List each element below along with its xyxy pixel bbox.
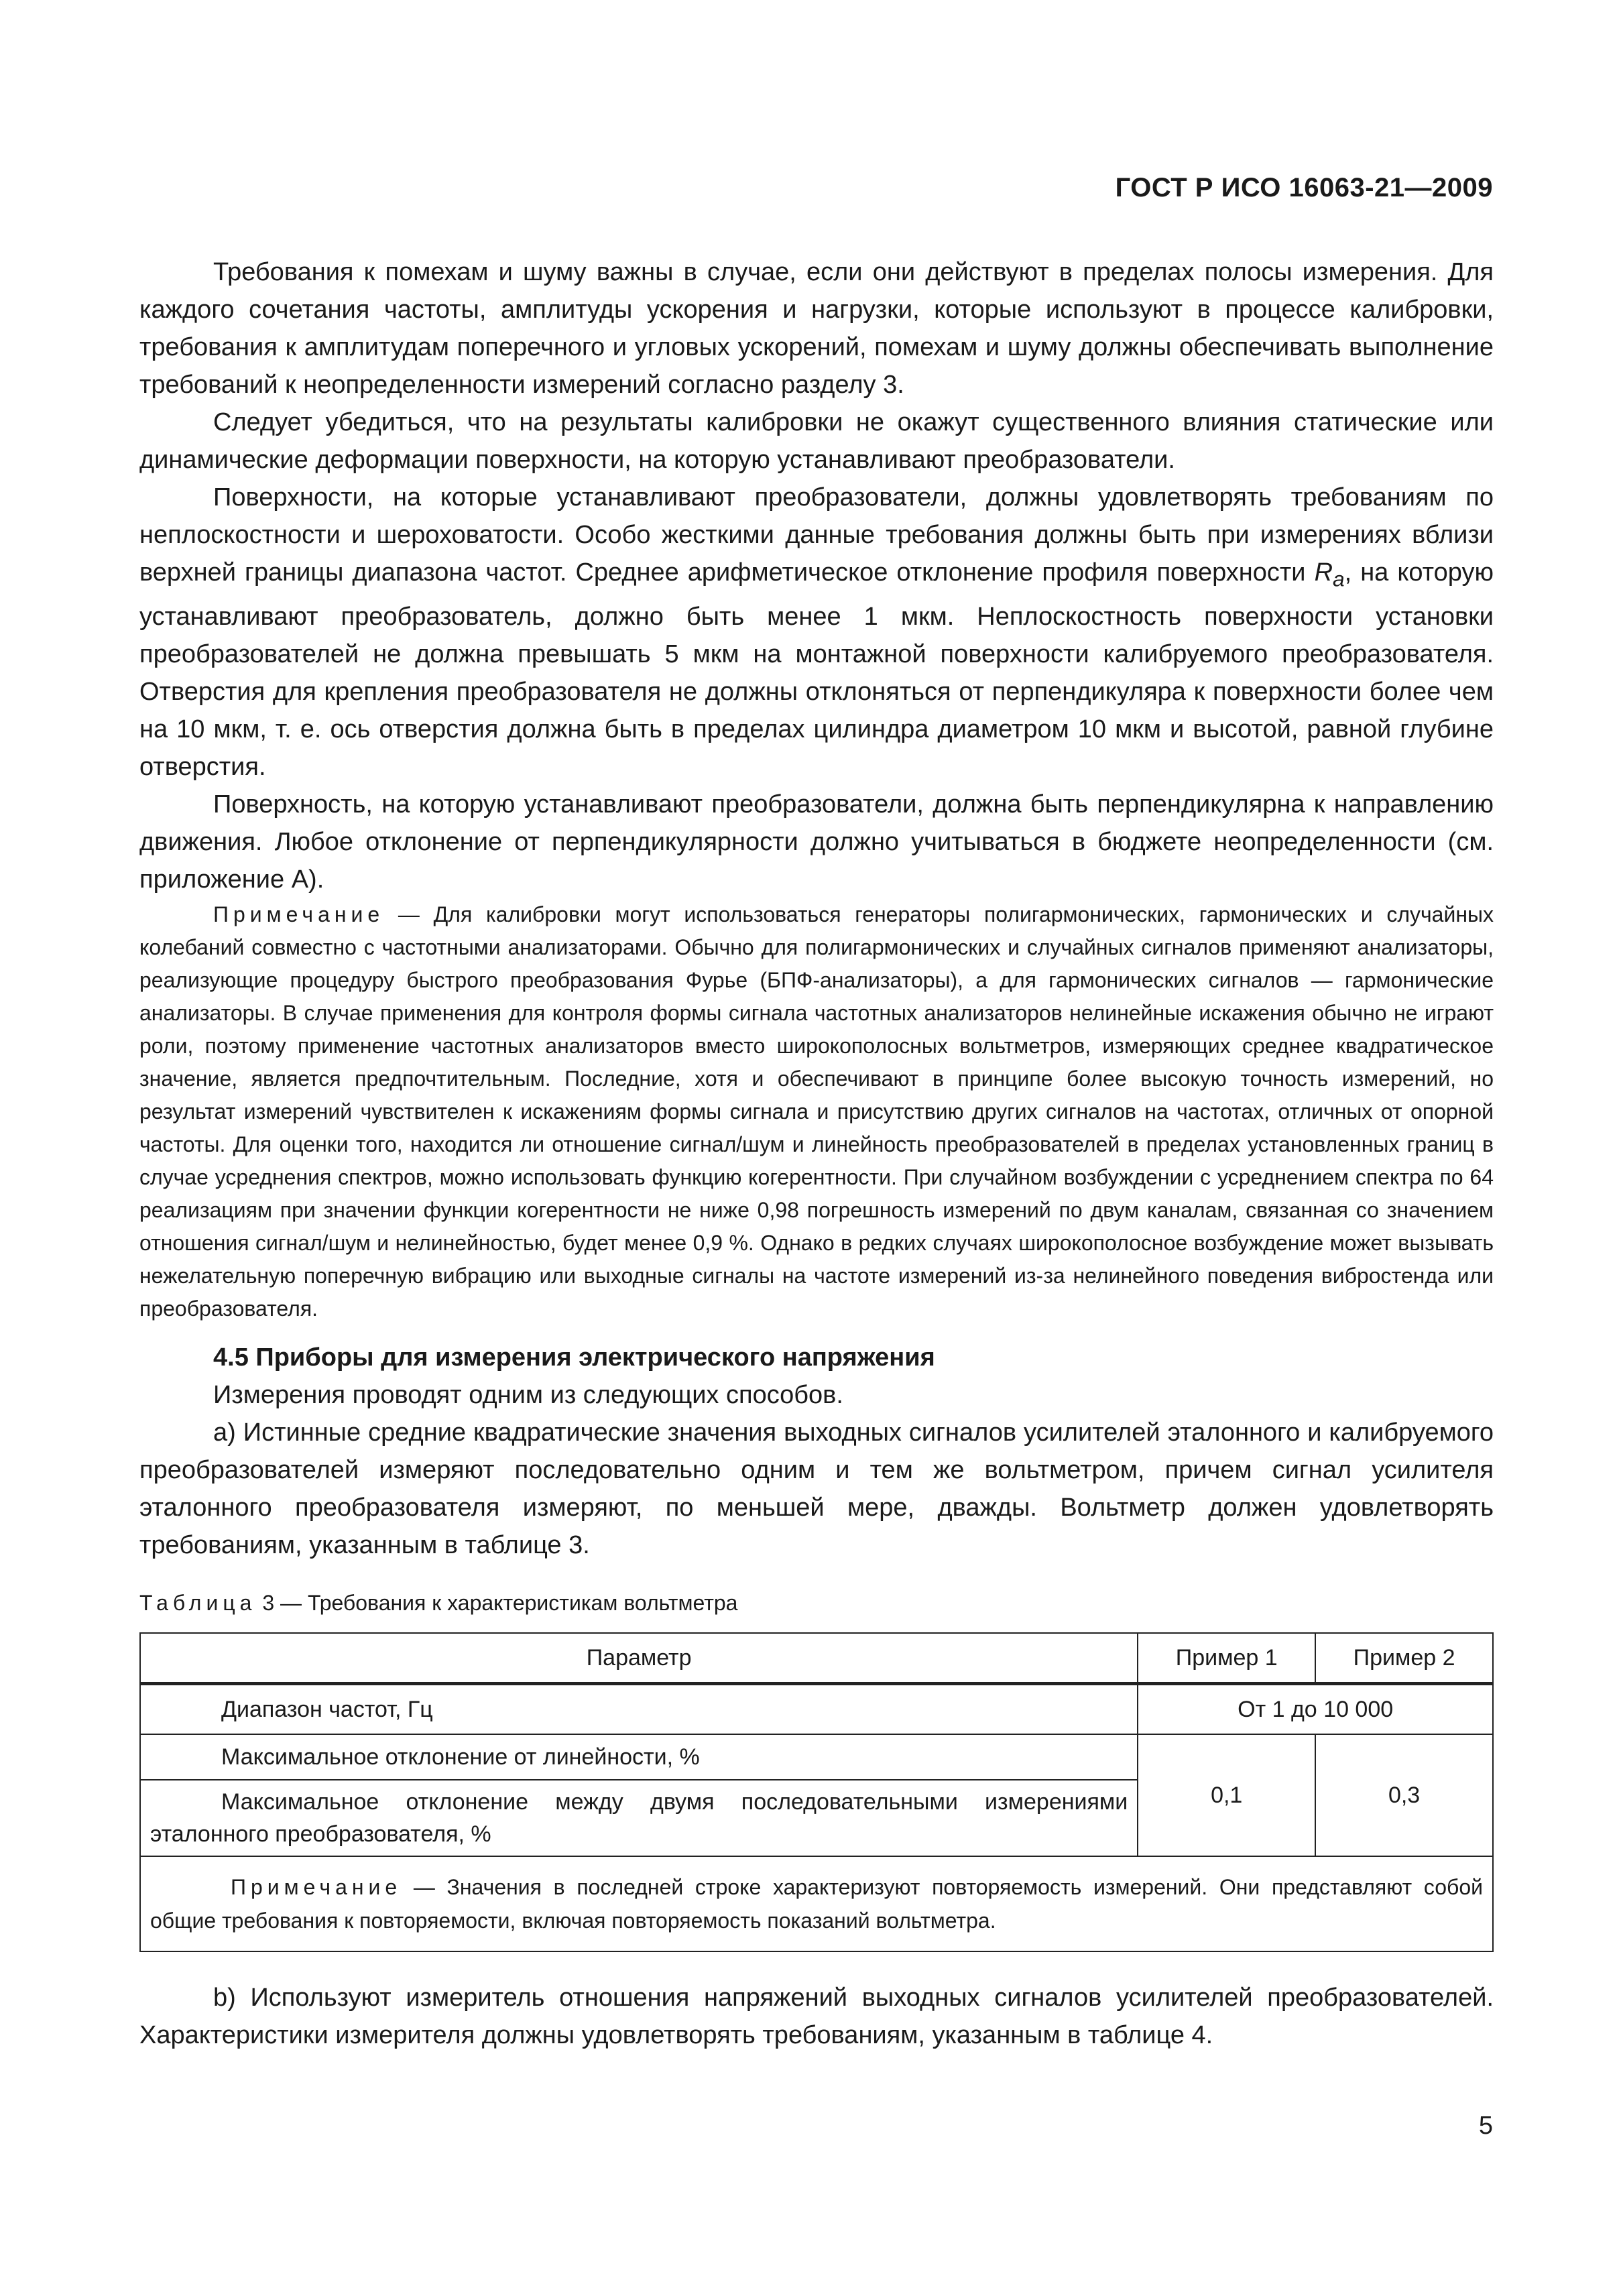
roughness-subscript: a: [1333, 566, 1345, 591]
note-text: — Для калибровки могут использоваться генераторы полигармонических, гармонических и случайных колебаний совместно с частотными анализаторами. Обычно для полигармонических и случайных сигналов применяют анализаторы, реализующие процедуру быстрого преобразования Фурье (БПФ-анализаторы), а для гармонических сигналов — гармонические анализаторы. В случае применения для контроля формы сигнала частотных анализаторов нелинейные искажения обычно не играют роли, поэтому применение частотных анализаторов вместо широкополосных вольтметров, измеряющих среднее квадратическое значение, является предпочтительным. Последние, хотя и обеспечивают в принципе более высокую точность измерений, но результат измерений чувствителен к искажениям формы сигнала и присутствию других сигналов на частотах, отличных от опорной частоты. Для оценки того, находится ли отношение сигнал/шум и линейность преобразователей в пределах установленных границ в случае усреднения спектров, можно использовать функцию когерентности. При случайном возбуждении с усреднением спектра по 64 реализациям при значении функции когерентности не ниже 0,98 погрешность измерений по двум каналам, связанная со значением отношения сигнал/шум и нелинейностью, будет менее 0,9 %. Однако в редких случаях широкополосное возбуждение может вызывать нежелательную поперечную вибрацию или выходные сигналы на частоте измерений из-за нелинейного поведения вибростенда или преобразователя.: [139, 902, 1494, 1321]
table-caption-label: Таблица: [139, 1590, 257, 1615]
page-number: 5: [1478, 2112, 1493, 2140]
paragraph-perpendicularity: Поверхность, на которую устанавливают преобразователи, должна быть перпендикулярна к направлению движения. Любое отклонение от перпендикулярности должно учитываться в бюджете неопределенности (см. приложение А).: [139, 790, 1494, 894]
header-parameter: Параметр: [140, 1633, 1138, 1684]
roughness-text-before: Поверхности, на которые устанавливают преобразователи, должны удовлетворять требованиям по неплоскостности и шероховатости. Особо жесткими данные требования должны быть при измерениях вблизи верхней границы диапазона частот. Среднее арифметическое отклонение профиля поверхности: [139, 483, 1494, 587]
section-item-a: а) Истинные средние квадратические значения выходных сигналов усилителей эталонного и калибруемого преобразователей измеряют последовательно одним и тем же вольтметром, причем сигнал усилителя эталонного преобразователя измеряют, по меньшей мере, дважды. Вольтметр должен удовлетворять требованиям, указанным в таблице 3.: [139, 1418, 1494, 1559]
value-example-2: 0,3: [1315, 1734, 1493, 1856]
section-item-b: b) Используют измеритель отношения напряжений выходных сигналов усилителей преобразователей. Характеристики измерителя должны удовлетворять требованиям, указанным в таблице 4.: [139, 1983, 1494, 2049]
roughness-symbol: R: [1314, 558, 1333, 587]
table-note: [140, 1856, 1493, 1951]
param-linearity: Максимальное отклонение от линейности, %: [140, 1734, 1138, 1780]
note-calibration: [139, 898, 1494, 1325]
param-repeatability: Максимальное отклонение между двумя последовательными измерениями эталонного преобразователя, %: [140, 1780, 1138, 1856]
section-title: 4.5 Приборы для измерения электрического напряжения: [213, 1343, 935, 1372]
page-body: [139, 253, 1494, 2054]
table-row: [140, 1683, 1493, 1734]
requirements-table: [139, 1632, 1494, 1952]
table-caption: [139, 1584, 1494, 1622]
table-note-row: [140, 1856, 1493, 1951]
table-row: [140, 1734, 1493, 1780]
paragraph-roughness: [139, 479, 1494, 786]
paragraph-noise: Требования к помехам и шуму важны в случае, если они действуют в пределах полосы измерения. Для каждого сочетания частоты, амплитуды ускорения и нагрузки, которые используют в процессе калибровки, требования к амплитудам поперечного и угловых ускорений, помехам и шуму должны обеспечивать выполнение требований к неопределенности измерений согласно разделу 3.: [139, 258, 1494, 399]
roughness-text-after: , на которую устанавливают преобразователь, должно быть менее 1 мкм. Неплоскостность поверхности установки преобразователей не должна превышать 5 мкм на монтажной поверхности калибруемого преобразователя. Отверстия для крепления преобразователя не должны отклоняться от перпендикуляра к поверхности более чем на 10 мкм, т. е. ось отверстия должна быть в пределах цилиндра диаметром 10 мкм и высотой, равной глубине отверстия.: [139, 558, 1494, 781]
table-note-text: — Значения в последней строке характеризуют повторяемость измерений. Они представляют собой общие требования к повторяемости, включая повторяемость показаний вольтметра.: [150, 1874, 1483, 1933]
param-frequency-range: Диапазон частот, Гц: [140, 1683, 1138, 1734]
header-example-2: Пример 2: [1315, 1633, 1493, 1684]
table-header-row: [140, 1633, 1493, 1684]
table-note-label: Примечание: [231, 1874, 402, 1899]
value-example-1: 0,1: [1138, 1734, 1315, 1856]
value-frequency-range: От 1 до 10 000: [1138, 1683, 1493, 1734]
table-caption-text: 3 — Требования к характеристикам вольтметра: [256, 1590, 738, 1615]
paragraph-deformation: Следует убедиться, что на результаты калибровки не окажут существенного влияния статические или динамические деформации поверхности, на которую устанавливают преобразователи.: [139, 408, 1494, 474]
note-label: Примечание: [213, 902, 385, 926]
section-intro: Измерения проводят одним из следующих способов.: [213, 1380, 843, 1409]
header-example-1: Пример 1: [1138, 1633, 1315, 1684]
document-header: ГОСТ Р ИСО 16063-21—2009: [1115, 173, 1493, 202]
